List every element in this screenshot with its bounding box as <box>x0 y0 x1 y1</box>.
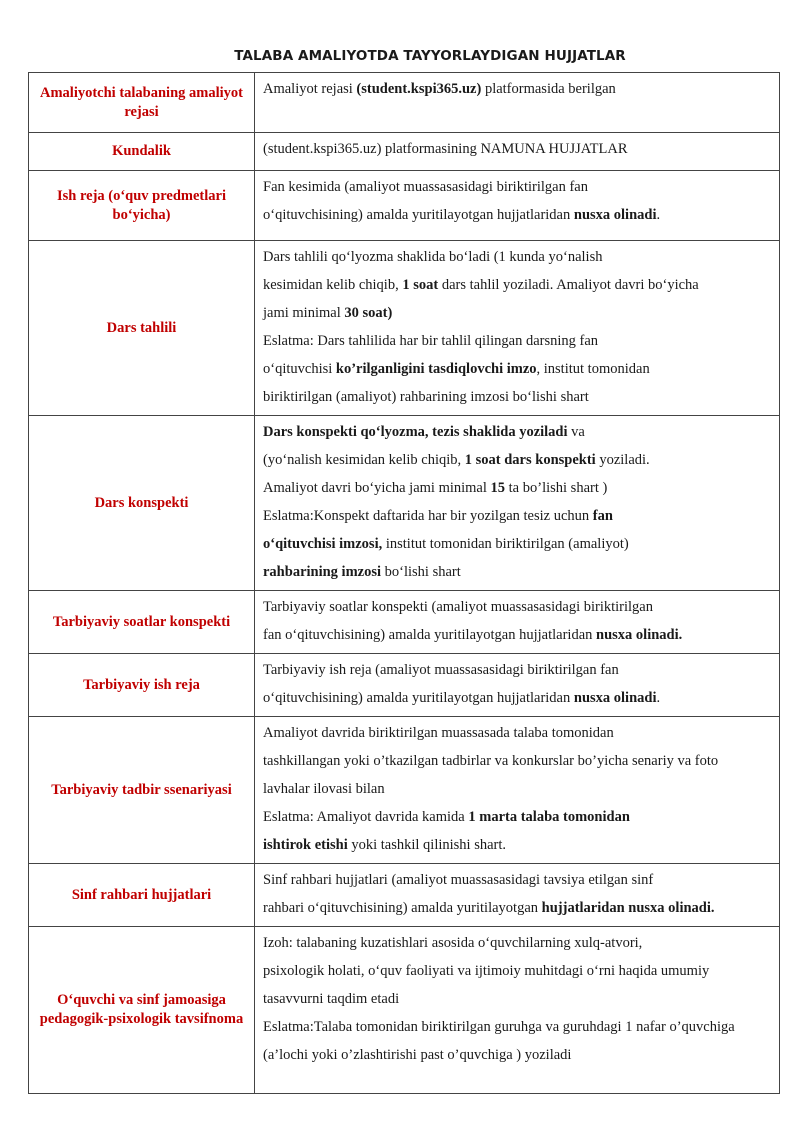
description-line <box>263 621 771 649</box>
bold-text: hujjatlaridan nusxa olinadi. <box>541 900 715 916</box>
text-segment: biriktirilgan (amaliyot) rahbarining imzosi bo‘lishi shart <box>263 389 589 405</box>
document-description-cell <box>255 654 780 717</box>
description-line <box>263 719 771 747</box>
description-line <box>263 957 771 985</box>
document-description-cell <box>255 171 780 241</box>
description-line <box>263 243 771 271</box>
document-name-cell: Tarbiyaviy soatlar konspekti <box>29 591 255 654</box>
text-segment: yoziladi. <box>595 452 650 468</box>
text-segment: Eslatma:Talaba tomonidan biriktirilgan guruhga va guruhdagi 1 nafar o’quvchiga <box>263 1019 735 1035</box>
document-description-cell <box>255 927 780 1094</box>
text-segment: Fan kesimida (amaliyot muassasasidagi biriktirilgan fan <box>263 179 588 195</box>
description-line <box>263 1013 771 1041</box>
description-line <box>263 271 771 299</box>
text-segment: . <box>656 690 661 706</box>
description-line <box>263 558 771 586</box>
description-line <box>263 474 771 502</box>
text-segment: va <box>567 424 585 440</box>
description-line <box>263 775 771 803</box>
description-line <box>263 135 771 163</box>
text-segment: Amaliyot davrida biriktirilgan muassasada talaba tomonidan <box>263 725 614 741</box>
text-segment: psixologik holati, o‘quv faoliyati va ijtimoiy muhitdagi o‘rni haqida umumiy <box>263 963 710 979</box>
description-line <box>263 173 771 201</box>
text-segment: Tarbiyaviy soatlar konspekti (amaliyot muassasasidagi biriktirilgan <box>263 599 653 615</box>
table-row <box>29 864 780 927</box>
text-segment: lavhalar ilovasi bilan <box>263 781 385 797</box>
document-name-cell: Dars konspekti <box>29 416 255 591</box>
description-line <box>263 530 771 558</box>
text-segment: ta bo’lishi shart ) <box>505 480 608 496</box>
description-line <box>263 656 771 684</box>
text-segment: (student.kspi365.uz) platformasining NAMUNA HUJJATLAR <box>263 141 628 157</box>
table-row <box>29 591 780 654</box>
text-segment: Sinf rahbari hujjatlari (amaliyot muassasasidagi tavsiya etilgan sinf <box>263 872 654 888</box>
document-description-cell <box>255 416 780 591</box>
description-line <box>263 593 771 621</box>
table-row <box>29 133 780 171</box>
text-segment: jami minimal <box>263 305 345 321</box>
document-description-cell <box>255 717 780 864</box>
text-segment: platformasida berilgan <box>481 81 616 97</box>
text-segment: fan o‘qituvchisining) amalda yuritilayotgan hujjatlaridan <box>263 627 597 643</box>
description-line <box>263 684 771 712</box>
description-line <box>263 299 771 327</box>
description-line <box>263 747 771 775</box>
text-segment: rahbari o‘qituvchisining) amalda yuritilayotgan <box>263 900 542 916</box>
text-segment: o‘qituvchisining) amalda yuritilayotgan hujjatlaridan <box>263 207 574 223</box>
bold-text: 1 soat dars konspekti <box>464 452 596 468</box>
text-segment: . <box>656 207 661 223</box>
bold-text: nusxa olinadi <box>573 690 657 706</box>
table-row <box>29 241 780 416</box>
bold-text: ishtirok etishi <box>263 837 348 853</box>
table-row <box>29 171 780 241</box>
bold-text: nusxa olinadi. <box>596 627 683 643</box>
text-segment: tashkillangan yoki o’tkazilgan tadbirlar va konkurslar bo’yicha senariy va foto <box>263 753 719 769</box>
document-name-cell: Dars tahlili <box>29 241 255 416</box>
bold-text: 30 soat) <box>344 305 393 321</box>
table-row <box>29 73 780 133</box>
description-line <box>263 866 771 894</box>
text-segment: yoki tashkil qilinishi shart. <box>347 837 507 853</box>
documents-table <box>28 72 780 1094</box>
description-line <box>263 327 771 355</box>
description-line <box>263 75 771 103</box>
document-name-cell: Amaliyotchi talabaning amaliyot rejasi <box>29 73 255 133</box>
document-description-cell <box>255 864 780 927</box>
document-name-cell: Tarbiyaviy tadbir ssenariyasi <box>29 717 255 864</box>
document-description-cell <box>255 73 780 133</box>
document-name-cell: Kundalik <box>29 133 255 171</box>
text-segment: Eslatma: Dars tahlilida har bir tahlil qilingan darsning fan <box>263 333 599 349</box>
bold-text: rahbarining imzosi <box>263 564 382 580</box>
bold-text: (student.kspi365.uz) <box>356 81 482 97</box>
text-segment: kesimidan kelib chiqib, <box>263 277 403 293</box>
description-line <box>263 383 771 411</box>
description-line <box>263 894 771 922</box>
description-line <box>263 985 771 1013</box>
text-segment: o‘qituvchisi <box>263 361 336 377</box>
bold-text: nusxa olinadi <box>573 207 657 223</box>
text-segment: Amaliyot rejasi <box>263 81 357 97</box>
description-line <box>263 201 771 229</box>
bold-text: ko’rilganligini tasdiqlovchi imzo <box>335 361 537 377</box>
description-line <box>263 418 771 446</box>
table-row <box>29 416 780 591</box>
document-name-cell: Sinf rahbari hujjatlari <box>29 864 255 927</box>
text-segment: tasavvurni taqdim etadi <box>263 991 400 1007</box>
text-segment: dars tahlil yoziladi. Amaliyot davri bo‘yicha <box>438 277 699 293</box>
document-description-cell <box>255 591 780 654</box>
bold-text: 1 marta talaba tomonidan <box>468 809 630 825</box>
table-row <box>29 717 780 864</box>
text-segment: Amaliyot davri bo‘yicha jami minimal <box>263 480 491 496</box>
description-line <box>263 355 771 383</box>
text-segment: (a’lochi yoki o’zlashtirishi past o’quvchiga ) yoziladi <box>263 1047 572 1063</box>
bold-text: fan <box>592 508 613 524</box>
text-segment: o‘qituvchisining) amalda yuritilayotgan hujjatlaridan <box>263 690 574 706</box>
bold-text: o‘qituvchisi imzosi, <box>263 536 383 552</box>
bold-text: 15 <box>490 480 506 496</box>
text-segment: Tarbiyaviy ish reja (amaliyot muassasasidagi biriktirilgan fan <box>263 662 619 678</box>
bold-text: 1 soat <box>402 277 439 293</box>
text-segment: institut tomonidan biriktirilgan (amaliyot) <box>382 536 629 552</box>
description-line <box>263 502 771 530</box>
document-name-cell: Tarbiyaviy ish reja <box>29 654 255 717</box>
text-segment: bo‘lishi shart <box>381 564 461 580</box>
document-description-cell <box>255 133 780 171</box>
description-line <box>263 831 771 859</box>
document-name-cell: O‘quvchi va sinf jamoasiga pedagogik-psixologik tavsifnoma <box>29 927 255 1094</box>
text-segment: , institut tomonidan <box>536 361 650 377</box>
text-segment: (yo‘nalish kesimidan kelib chiqib, <box>263 452 465 468</box>
text-segment: Eslatma:Konspekt daftarida har bir yozilgan tesiz uchun <box>263 508 593 524</box>
text-segment: Izoh: talabaning kuzatishlari asosida o‘quvchilarning xulq-atvori, <box>263 935 643 951</box>
page-title: TALABA AMALIYOTDA TAYYORLAYDIGAN HUJJATLAR <box>234 48 626 64</box>
document-description-cell <box>255 241 780 416</box>
bold-text: Dars konspekti qo‘lyozma, tezis shaklida yoziladi <box>263 424 568 440</box>
description-line <box>263 446 771 474</box>
description-line <box>263 803 771 831</box>
text-segment: Eslatma: Amaliyot davrida kamida <box>263 809 469 825</box>
description-line <box>263 929 771 957</box>
document-name-cell: Ish reja (o‘quv predmetlari bo‘yicha) <box>29 171 255 241</box>
text-segment: Dars tahlili qo‘lyozma shaklida bo‘ladi (1 kunda yo‘nalish <box>263 249 603 265</box>
table-row <box>29 654 780 717</box>
table-row <box>29 927 780 1094</box>
description-line <box>263 1041 771 1069</box>
